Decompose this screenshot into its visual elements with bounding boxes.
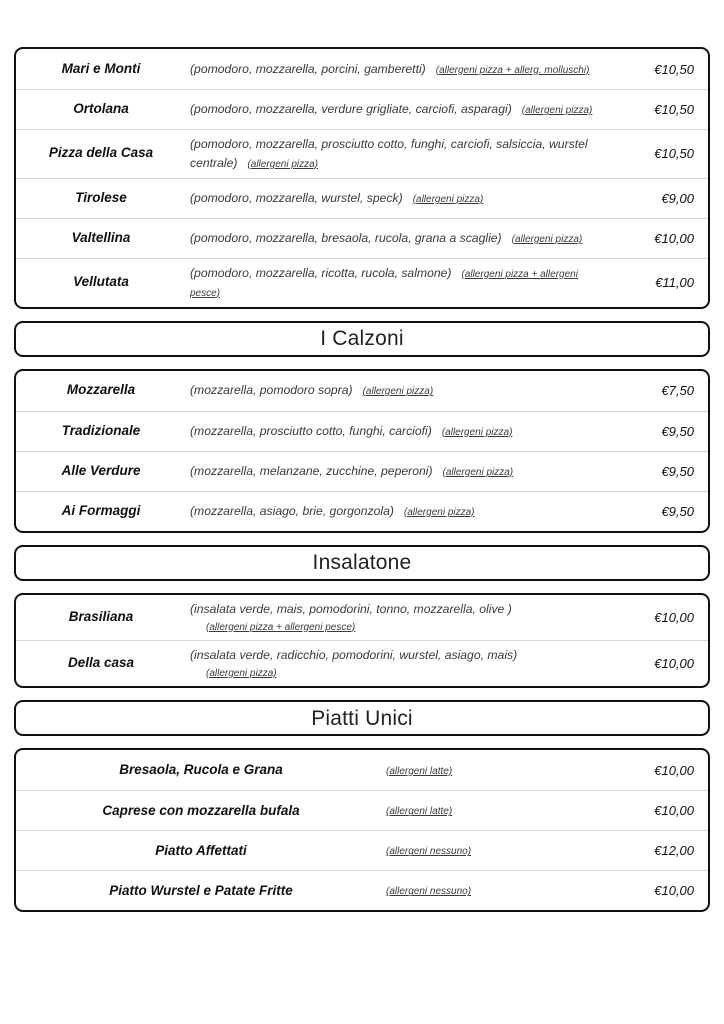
menu-item-row [16, 595, 708, 640]
section-title: Piatti Unici [311, 706, 413, 730]
insalatone-box [14, 593, 710, 689]
menu-item-ingredients: (mozzarella, asiago, brie, gorgonzola) [190, 503, 394, 518]
menu-item-name: Alle Verdure [61, 462, 141, 478]
menu-item-row [16, 790, 708, 830]
menu-item-ingredients: (insalata verde, radicchio, pomodorini, wurstel, asiago, mais) [190, 648, 518, 663]
menu-item-row [16, 750, 708, 790]
menu-item-price: €10,50 [654, 146, 694, 162]
menu-item-description [186, 502, 620, 521]
menu-item-price: €12,00 [654, 843, 694, 859]
menu-item-price: €10,00 [654, 230, 694, 246]
menu-item-allergen: (allergeni pizza) [362, 386, 434, 398]
menu-item-row [16, 49, 708, 89]
menu-item-ingredients: (pomodoro, mozzarella, wurstel, speck) [190, 190, 403, 205]
menu-item-row [16, 129, 708, 178]
menu-item-row [16, 89, 708, 129]
menu-item-allergen: (allergeni pizza) [206, 667, 277, 679]
menu-item-ingredients: (pomodoro, mozzarella, ricotta, rucola, salmone) [190, 265, 452, 280]
menu-item-price: €7,50 [661, 383, 694, 399]
menu-item-allergen: (allergeni pizza) [511, 233, 583, 245]
menu-item-allergen: (allergeni pizza + allergeni pesce) [190, 268, 578, 299]
menu-item-description [186, 646, 620, 681]
menu-item-description [186, 60, 620, 79]
menu-item-name: Pizza della Casa [48, 145, 154, 161]
menu-item-allergen: (allergeni nessuno) [386, 846, 472, 858]
menu-item-row [16, 491, 708, 531]
menu-item-description [386, 801, 620, 820]
menu-item-allergen: (allergeni pizza) [521, 105, 593, 117]
piatti-unici-box [14, 748, 710, 912]
menu-item-price: €10,50 [654, 102, 694, 117]
menu-item-allergen: (allergeni pizza + allergeni pesce) [206, 621, 356, 633]
menu-item-name: Vellutata [73, 274, 129, 290]
menu-item-description [186, 462, 620, 481]
menu-item-row [16, 371, 708, 411]
menu-item-name: Bresaola, Rucola e Grana [119, 762, 283, 777]
menu-item-price: €10,00 [654, 883, 694, 899]
section-header-insalatone [14, 545, 710, 581]
menu-item-name: Ortolana [73, 101, 129, 117]
menu-item-row [16, 451, 708, 491]
section-title: Insalatone [312, 551, 412, 575]
menu-item-allergen: (allergeni pizza) [403, 506, 475, 518]
menu-item-name: Ai Formaggi [61, 502, 141, 518]
menu-item-price: €9,50 [661, 423, 694, 439]
menu-item-price: €11,00 [655, 275, 694, 291]
menu-item-description [386, 881, 620, 900]
menu-item-description [186, 229, 620, 248]
menu-item-description [386, 841, 620, 860]
menu-item-row [16, 218, 708, 258]
menu-item-allergen: (allergeni pizza) [412, 193, 484, 205]
menu-item-name: Piatto Wurstel e Patate Fritte [109, 882, 293, 898]
menu-item-name: Mari e Monti [61, 60, 141, 76]
menu-item-allergen: (allergeni latte) [386, 806, 453, 818]
section-header-piatti-unici [14, 700, 710, 736]
menu-item-row [16, 830, 708, 870]
menu-item-ingredients: (pomodoro, mozzarella, prosciutto cotto, funghi, carciofi, salsiccia, wurstel centrale) [190, 137, 588, 170]
menu-item-row [16, 870, 708, 910]
calzoni-box [14, 369, 710, 533]
menu-item-name: Caprese con mozzarella bufala [102, 802, 300, 818]
menu-item-description [386, 761, 620, 780]
menu-item-ingredients: (mozzarella, prosciutto cotto, funghi, carciofi) [190, 423, 432, 438]
menu-item-row [16, 258, 708, 307]
menu-item-name: Tirolese [75, 189, 127, 205]
menu-item-row [16, 640, 708, 686]
menu-item-description [186, 600, 620, 635]
section-header-calzoni [14, 321, 710, 357]
menu-item-name: Tradizionale [61, 422, 141, 438]
menu-item-allergen: (allergeni pizza) [247, 158, 319, 170]
menu-item-description [186, 264, 620, 302]
menu-item-price: €9,50 [661, 503, 694, 519]
menu-item-price: €10,00 [654, 762, 694, 778]
menu-item-ingredients: (mozzarella, pomodoro sopra) [190, 383, 353, 398]
menu-item-price: €10,50 [654, 61, 694, 77]
menu-item-price: €9,00 [661, 190, 694, 206]
menu-item-name: Piatto Affettati [155, 842, 247, 858]
menu-item-row [16, 178, 708, 218]
menu-item-name: Mozzarella [66, 382, 136, 398]
menu-item-ingredients: (mozzarella, melanzane, zucchine, peperoni) [190, 463, 433, 478]
menu-item-price: €10,00 [654, 656, 694, 672]
menu-item-ingredients: (pomodoro, mozzarella, porcini, gamberetti) [190, 61, 426, 76]
menu-item-allergen: (allergeni latte) [386, 765, 453, 777]
section-title: I Calzoni [320, 327, 404, 351]
menu-item-allergen: (allergeni pizza) [442, 466, 514, 478]
menu-item-allergen: (allergeni nessuno) [386, 886, 472, 898]
menu-item-description [186, 381, 620, 400]
menu-item-description [186, 135, 620, 173]
menu-item-price: €9,50 [661, 463, 694, 479]
menu-item-ingredients: (pomodoro, mozzarella, bresaola, rucola, grana a scaglie) [190, 230, 502, 245]
menu-item-allergen: (allergeni pizza) [441, 426, 513, 438]
menu-item-price: €10,00 [654, 609, 694, 625]
menu-item-name: Della casa [67, 655, 135, 671]
menu-item-description [186, 422, 620, 441]
menu-item-ingredients: (insalata verde, mais, pomodorini, tonno, mozzarella, olive ) [190, 601, 512, 616]
menu-item-name: Valtellina [71, 229, 131, 245]
menu-item-ingredients: (pomodoro, mozzarella, verdure grigliate, carciofi, asparagi) [190, 102, 512, 117]
pizze-continued-box [14, 47, 710, 309]
menu-item-name: Brasiliana [68, 608, 134, 624]
menu-item-description [186, 100, 620, 119]
menu-item-allergen: (allergeni pizza + allerg. molluschi) [435, 64, 590, 76]
menu-item-description [186, 189, 620, 208]
menu-item-price: €10,00 [654, 803, 694, 819]
menu-item-row [16, 411, 708, 451]
